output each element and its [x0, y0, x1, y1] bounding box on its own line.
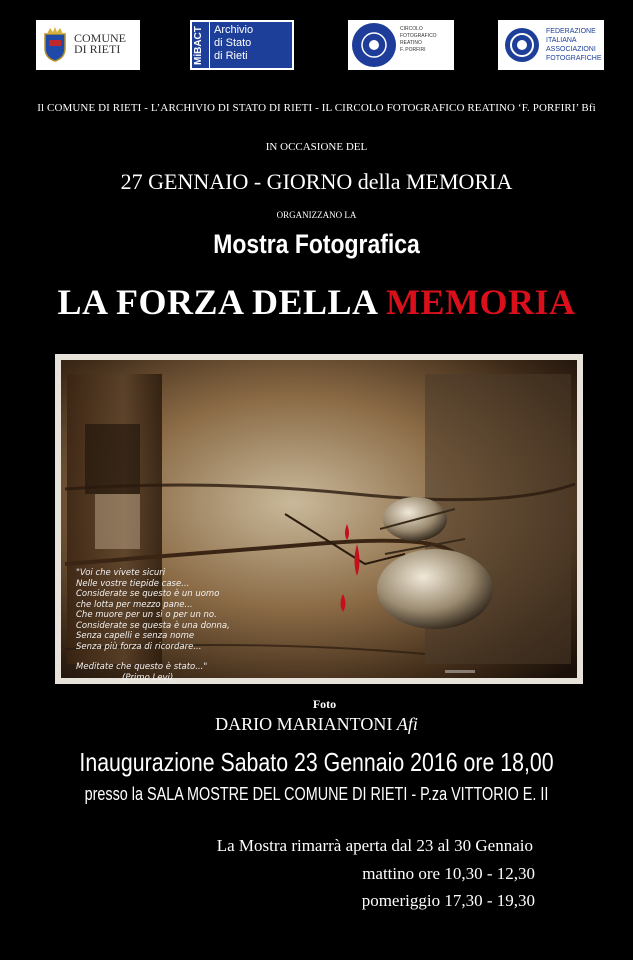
circolo-line: REATINO	[400, 40, 422, 46]
photographer-name: DARIO MARIANTONI	[215, 714, 393, 734]
fiaf-line: FOTOGRAFICHE	[546, 55, 602, 62]
poem-author: (Primo Levi)	[122, 672, 174, 683]
organizers-line: Il COMUNE DI RIETI - L’ARCHIVIO DI STATO DI RIETI - IL CIRCOLO FOTOGRAFICO REATINO ‘F. PORFIRI’ Bfi	[37, 102, 596, 114]
circolo-logo-text	[400, 26, 437, 54]
title-white-part: LA FORZA DELLA	[57, 282, 387, 322]
fiaf-logo-text	[546, 27, 601, 63]
poem-quote	[76, 568, 230, 683]
venue-text: presso la SALA MOSTRE DEL COMUNE DI RIETI - P.za VITTORIO E. II	[84, 784, 549, 804]
comune-logo-line1: COMUNE	[74, 31, 127, 45]
comune-logo-line2: DI RIETI	[74, 42, 121, 56]
fiaf-line: FEDERAZIONE	[546, 28, 596, 35]
photographer-suffix: Afi	[396, 714, 418, 734]
organize-text: ORGANIZZANO LA	[276, 210, 357, 220]
archivio-line2: di Stato	[214, 37, 252, 49]
archivio-line1: Archivio	[214, 24, 254, 36]
exhibition-title	[0, 281, 633, 323]
photographer-line	[0, 714, 633, 735]
archivio-di-stato-logo	[190, 20, 294, 70]
poem-line: "Voi che vivete sicuri	[76, 568, 166, 578]
poem-line: Considerate se questo è un uomo	[76, 589, 220, 599]
crest-icon	[42, 26, 68, 62]
archivio-line3: di Rieti	[214, 50, 248, 62]
fiaf-logo	[498, 20, 604, 70]
archivio-logo-panel	[192, 22, 292, 68]
poem-line: Nelle vostre tiepide case...	[76, 578, 190, 589]
circolo-line: CIRCOLO	[400, 26, 423, 32]
memorial-day-heading: 27 GENNAIO - GIORNO della MEMORIA	[120, 169, 513, 194]
open-period-text: La Mostra rimarrà aperta dal 23 al 30 Gennaio	[216, 836, 533, 855]
archivio-logo-divider	[209, 22, 210, 68]
circolo-line: F. PORFIRI	[400, 47, 426, 53]
event-type-heading: Mostra Fotografica	[213, 229, 420, 259]
fiaf-emblem-icon	[504, 27, 540, 63]
poem-line: Considerate se questa è una donna,	[76, 620, 230, 631]
mibact-text: MiBACT	[193, 26, 204, 66]
circolo-emblem-icon	[352, 23, 396, 67]
poem-line: Senza capelli e senza nome	[76, 631, 195, 641]
fiaf-line: ASSOCIAZIONI	[546, 46, 596, 53]
comune-logo-text	[74, 33, 126, 55]
aperture-icon	[352, 23, 396, 67]
circolo-line: FOTOGRAFICO	[400, 33, 437, 39]
photo-label: Foto	[312, 697, 337, 711]
fiaf-line: ITALIANA	[546, 37, 577, 44]
title-red-part: MEMORIA	[386, 282, 576, 322]
occasion-text: IN OCCASIONE DEL	[265, 141, 368, 153]
poem-line: Che muore per un sì o per un no.	[76, 610, 217, 620]
inauguration-text: Inaugurazione Sabato 23 Gennaio 2016 ore 18,00	[79, 747, 554, 777]
afternoon-hours: pomeriggio 17,30 - 19,30	[361, 891, 535, 910]
poem-closing-line: Meditate che questo è stato..."	[76, 662, 208, 672]
comune-di-rieti-logo	[36, 20, 140, 70]
poem-line: Senza più forza di ricordare...	[76, 641, 202, 652]
archivio-logo-text	[214, 24, 253, 63]
circolo-fotografico-logo	[348, 20, 454, 70]
morning-hours: mattino ore 10,30 - 12,30	[362, 864, 535, 883]
poem-line: che lotta per mezzo pane...	[76, 599, 193, 610]
